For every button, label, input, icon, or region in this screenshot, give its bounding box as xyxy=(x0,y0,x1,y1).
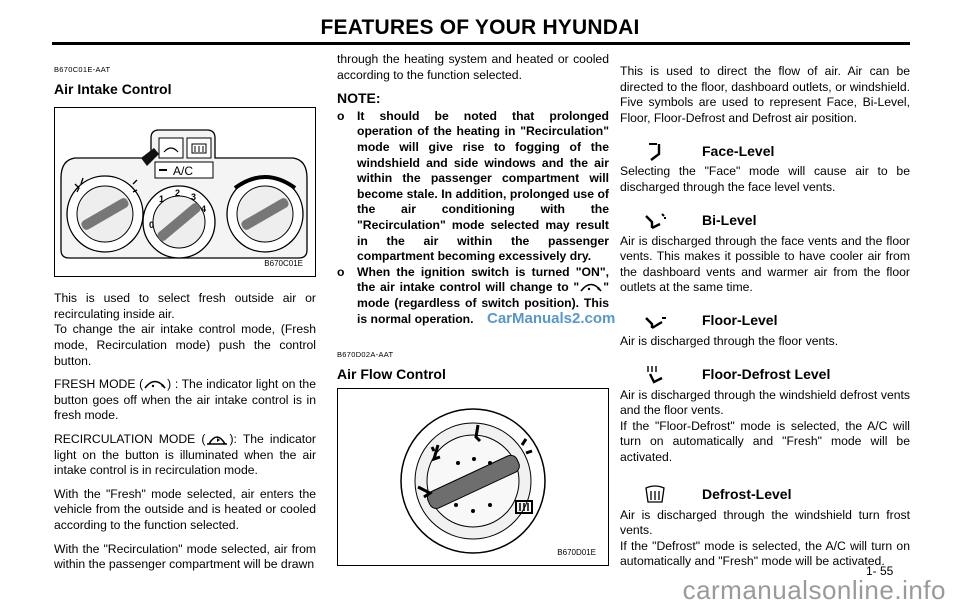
face-level-text: Selecting the "Face" mode will cause air to be discharged through the face level vents. xyxy=(620,164,910,194)
face-level-title: Face-Level xyxy=(702,142,775,159)
heater-control-panel-illustration xyxy=(55,108,315,276)
air-flow-knob-figure xyxy=(337,388,609,566)
heater-control-panel-figure xyxy=(54,107,316,277)
recirculation-mode-paragraph xyxy=(54,432,316,479)
intake-description: This is used to select fresh outside air or recirculating inside air. xyxy=(54,291,316,321)
air-flow-knob-illustration xyxy=(338,389,608,565)
floor-defrost-icon xyxy=(620,364,690,386)
floor-level-heading xyxy=(620,310,910,332)
bi-level-title: Bi-Level xyxy=(702,211,757,228)
section-title-air-intake: Air Intake Control xyxy=(54,80,172,97)
floor-level-icon xyxy=(620,310,690,332)
fan-speed-3: 3 xyxy=(191,192,197,203)
watermark-carmanualsonline: carmanualsonline.info xyxy=(682,575,946,605)
recirculation-icon xyxy=(205,432,229,446)
fresh-mode-text: ) : The indicator light on the button goes off when the air intake control is in fresh mode. xyxy=(54,377,316,423)
floor-defrost-title: Floor-Defrost Level xyxy=(702,365,831,382)
face-level-icon xyxy=(620,140,690,162)
recirculation-selected-paragraph: With the "Recirculation" mode selected, air from within the passenger compartment will be drawn xyxy=(54,541,316,572)
note-text-2-suffix: " mode (regardless of switch position). This is normal operation. xyxy=(357,280,609,326)
watermark-carmanuals2: CarManuals2.com xyxy=(487,310,616,327)
page-header xyxy=(0,0,960,40)
right-column xyxy=(620,64,910,578)
fresh-air-icon xyxy=(579,280,603,294)
defrost-level-title: Defrost-Level xyxy=(702,485,792,502)
defrost-level-text-1: Air is discharged through the windshield turn frost vents. xyxy=(620,507,910,538)
figure-label: B670D01E xyxy=(557,547,596,557)
recirculation-mode-prefix: RECIRCULATION MODE ( xyxy=(54,431,206,446)
floor-defrost-text-2: If the "Floor-Defrost" mode is selected, the A/C will turn on automatically and "Fresh" mode will be activated. xyxy=(620,418,910,464)
section-title-air-flow: Air Flow Control xyxy=(337,365,446,382)
page-number: 1- 55 xyxy=(866,564,894,578)
fresh-mode-prefix: FRESH MODE ( xyxy=(54,377,144,392)
floor-level-text: Air is discharged through the floor vents. xyxy=(620,333,839,348)
note-text-1: It should be noted that prolonged operation of the heating in "Recirculation" mode will give rise to fogging of the windshield and side windows and the air within the passenger compartment will become stale. In addition, prolonged use of the air conditioning with the "Recirculation" mode selected may result in the air within the passenger compartment becoming excessively dry. xyxy=(357,108,609,264)
fresh-air-icon xyxy=(143,377,167,391)
floor-level-title: Floor-Level xyxy=(702,312,778,329)
intake-instructions: To change the air intake control mode, (Fresh mode, Recirculation mode) push the control button. xyxy=(54,322,316,368)
fan-speed-4: 4 xyxy=(201,204,207,215)
fan-speed-0: 0 xyxy=(149,220,155,231)
bi-level-icon xyxy=(620,210,690,232)
section-code: B670D02A-AAT xyxy=(337,350,394,360)
air-flow-intro: This is used to direct the flow of air. Air can be directed to the floor, dashboard outlets, or windshield. Five symbols are used to represent Face, Bi-Level, Floor, Floor-Defrost and Defrost air position. xyxy=(620,64,910,125)
defrost-level-icon xyxy=(620,484,690,506)
bi-level-heading xyxy=(620,210,910,232)
figure-label: B670C01E xyxy=(264,258,303,268)
ac-button-label: A/C xyxy=(173,164,194,179)
section-code: B670C01E-AAT xyxy=(54,65,111,74)
fresh-mode-paragraph xyxy=(54,377,316,424)
note-bullet: o xyxy=(337,264,345,279)
recirculation-mode-text: ): The indicator light on the button is illuminated when the air intake control is in recirculation mode. xyxy=(54,431,316,478)
note-item-1 xyxy=(337,109,609,265)
fresh-selected-paragraph: With the "Fresh" mode selected, air enters the vehicle from the outside and is heated or cooled according to the function selected. xyxy=(54,486,316,532)
fan-speed-2: 2 xyxy=(175,188,181,199)
fan-speed-1: 1 xyxy=(159,194,165,205)
bi-level-text: Air is discharged through the face vents and the floor vents. This makes it possible to have cooler air from the dashboard vents and warmer air from the floor outlets at the same time. xyxy=(620,233,910,295)
continuation-text: through the heating system and heated or cooled according to the function selected. xyxy=(337,52,609,82)
face-level-heading xyxy=(620,140,910,162)
floor-defrost-heading xyxy=(620,364,910,386)
defrost-level-heading xyxy=(620,484,910,506)
left-column xyxy=(54,52,316,581)
defrost-level-text-2: If the "Defrost" mode is selected, the A/C will turn on automatically and "Fresh" mode will be activated. xyxy=(620,538,910,569)
note-title: NOTE: xyxy=(337,90,381,107)
note-text-2-prefix: When the ignition switch is turned "ON", the air intake control will change to " xyxy=(357,264,609,295)
page-title: FEATURES OF YOUR HYUNDAI xyxy=(320,16,640,39)
header-rule xyxy=(52,42,910,45)
note-bullet: o xyxy=(337,108,345,123)
floor-defrost-text-1: Air is discharged through the windshield defrost vents and the floor vents. xyxy=(620,387,910,418)
